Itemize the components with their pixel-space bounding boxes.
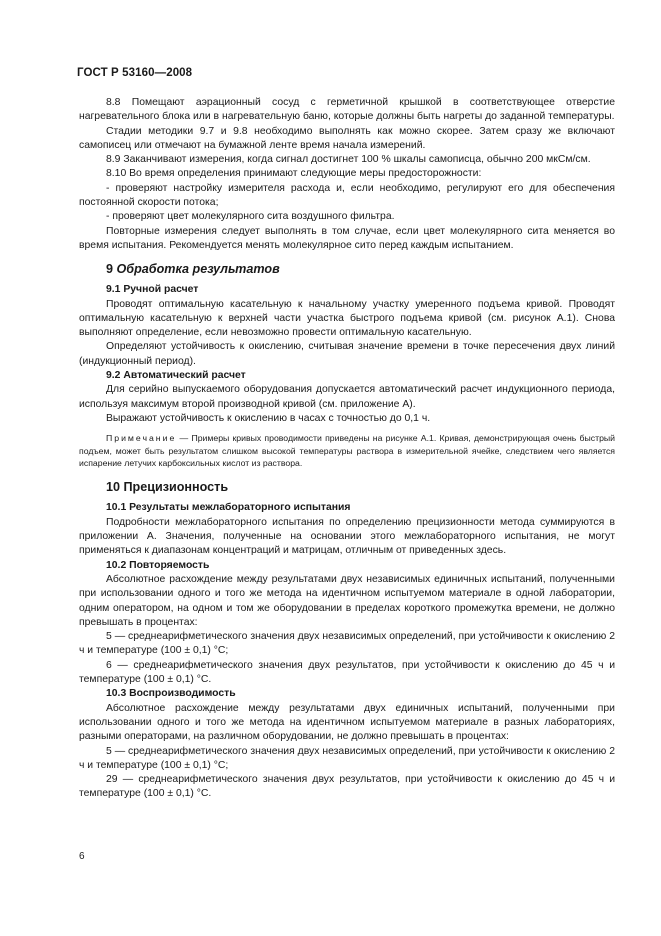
note-text: — Примеры кривых проводимости приведены на рисунке А.1. Кривая, демонстрирующая очень быстрый подъем, может быть результатом слишком высокой температуры раствора в измерительной ячейке, следствием чего является испарение летучих карбоксильных кислот из раствора. [79,433,615,469]
standard-header: ГОСТ Р 53160—2008 [77,67,193,79]
section-9-heading [79,261,615,277]
paragraph-repeat-measurements: Повторные измерения следует выполнять в том случае, если цвет молекулярного сита меняется во время испытания. Рекомендуется менять молекулярное сито перед каждым испытанием. [79,225,615,251]
paragraph-8-10: 8.10 Во время определения принимают следующие меры предосторожности: [106,168,482,180]
section-10-heading: 10 Прецизионность [106,480,229,495]
paragraph-stages: Стадии методики 9.7 и 9.8 необходимо выполнять как можно скорее. Затем сразу же включают самописец или отмечают на бумажной ленте время начала измерений. [79,125,615,151]
note-label: Примечание [106,433,177,444]
paragraph-10-3: Абсолютное расхождение между результатами двух единичных испытаний, полученными при использовании одного и того же метода на идентичном испытуемом материале в разных лабораториях, разными операторами, на различном оборудовании, не должно превышать в процентах: [79,702,615,743]
section-9-title: Обработка результатов [116,262,280,277]
paragraph-9-1-b: Определяют устойчивость к окислению, считывая значение времени в точке пересечения двух линий (индукционный период). [79,341,615,367]
subsection-10-2-heading: 10.2 Повторяемость [106,559,210,571]
paragraph-10-3-a: 5 — среднеарифметического значения двух независимых определений, при устойчивости к окислению 2 ч и температуре (100 ± 0,1) °С; [79,745,615,771]
subsection-10-3-heading: 10.3 Воспроизводимость [106,688,236,700]
paragraph-10-2-b: 6 — среднеарифметического значения двух результатов, при устойчивости к окислению до 45 ч и температуре (100 ± 0,1) °С. [79,659,615,686]
paragraph-10-3-b: 29 — среднеарифметического значения двух результатов, при устойчивости к окислению до 45 ч и температуре (100 ± 0,1) °С. [79,774,615,800]
paragraph-8-8: 8.8 Помещают аэрационный сосуд с герметичной крышкой в соответствующее отверстие нагревательного блока или в нагревательную баню, которые должны быть нагреты до заданной температуры. [79,97,615,123]
section-9-number: 9 [106,262,114,277]
page-content [79,96,615,802]
page-number: 6 [79,851,85,862]
paragraph-10-1: Подробности межлабораторного испытания по определению прецизионности метода суммируются в приложении А. Значения, полученные на основании этого межлабораторного испытания, не могут применяться к диапазонам концентраций и матрицам, отличным от приведенных здесь. [79,516,615,557]
note-paragraph [79,432,615,469]
list-item-flow-meter: - проверяют настройку измерителя расхода и, если необходимо, регулируют его для обеспечения постоянной скорости потока; [79,182,615,209]
paragraph-10-2-a: 5 — среднеарифметического значения двух независимых определений, при устойчивости к окислению 2 ч и температуре (100 ± 0,1) °С; [79,631,615,657]
paragraph-9-1-a: Проводят оптимальную касательную к начальному участку умеренного подъема кривой. Проводят оптимальную касательную к верхней части участка быстрого подъема кривой (см. рисунок А.1). Снова выполняют определение, если невозможно провести оптимальную касательную. [79,298,615,339]
list-item-sieve-color: - проверяют цвет молекулярного сита воздушного фильтра. [106,211,395,223]
paragraph-8-9: 8.9 Заканчивают измерения, когда сигнал достигнет 100 % шкалы самописца, обычно 200 мкСм/см. [106,154,591,166]
paragraph-9-2-a: Для серийно выпускаемого оборудования допускается автоматический расчет индукционного периода, используя максимум второй производной кривой (см. приложение А). [79,384,615,410]
subsection-9-2-heading: 9.2 Автоматический расчет [106,370,246,382]
paragraph-9-2-b: Выражают устойчивость к окислению в часах с точностью до 0,1 ч. [106,412,431,424]
subsection-10-1-heading: 10.1 Результаты межлабораторного испытания [106,502,351,514]
paragraph-10-2: Абсолютное расхождение между результатами двух независимых единичных испытаний, полученными при использовании одного и того же метода на идентичном испытуемом материале в одной лаборатории, одним оператором, на одном и том же оборудовании в пределах короткого промежутка времени, не должно превышать в процентах: [79,573,615,628]
subsection-9-1-heading: 9.1 Ручной расчет [106,284,199,296]
